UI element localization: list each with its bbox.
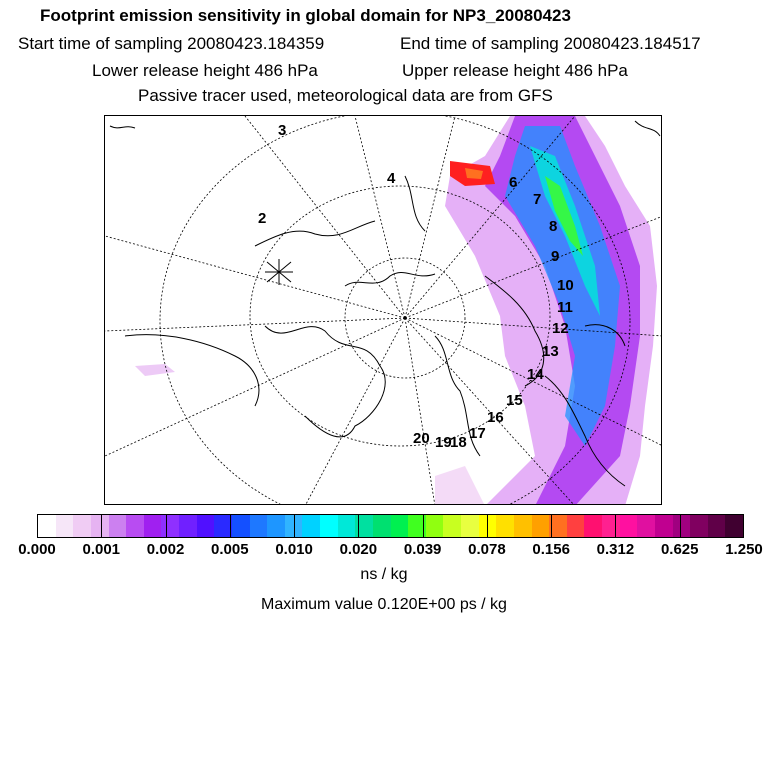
maximum-value: Maximum value 0.120E+00 ps / kg	[261, 596, 507, 613]
colorbar-tick-label: 0.625	[660, 541, 699, 558]
colorbar-segment	[109, 515, 127, 537]
colorbar-segment	[620, 515, 638, 537]
colorbar-segment	[602, 515, 620, 537]
colorbar-tick-label: 0.005	[211, 541, 249, 558]
colorbar-segment	[673, 515, 691, 537]
colorbar-tick	[166, 515, 167, 537]
colorbar-tick-label: 0.039	[403, 541, 442, 558]
colorbar-segment	[232, 515, 250, 537]
colorbar-tick-label: 0.078	[468, 541, 506, 558]
colorbar-tick-label: 0.010	[275, 541, 313, 558]
colorbar-segment	[91, 515, 109, 537]
trajectory-label: 13	[542, 343, 559, 360]
colorbar-tick	[615, 515, 616, 537]
colorbar	[37, 514, 744, 538]
colorbar-tick	[358, 515, 359, 537]
trajectory-label: 3	[278, 122, 287, 139]
polar-stereographic-map	[104, 115, 662, 505]
colorbar-segment	[426, 515, 444, 537]
colorbar-segment	[267, 515, 285, 537]
colorbar-tick	[423, 515, 424, 537]
colorbar-tick	[680, 515, 681, 537]
colorbar-tick-label: 0.000	[18, 541, 56, 558]
colorbar-segment	[567, 515, 585, 537]
trajectory-label: 4	[387, 170, 396, 187]
colorbar-tick	[551, 515, 552, 537]
colorbar-segment	[373, 515, 391, 537]
trajectory-label: 16	[487, 409, 504, 426]
colorbar-tick	[294, 515, 295, 537]
colorbar-tick-label: 0.020	[339, 541, 378, 558]
map-graphics	[105, 116, 662, 505]
colorbar-segment	[126, 515, 144, 537]
trajectory-label: 14	[527, 366, 544, 383]
colorbar-segment	[532, 515, 550, 537]
trajectory-label: 18	[450, 434, 467, 451]
colorbar-tick	[487, 515, 488, 537]
trajectory-label: 19	[435, 434, 452, 451]
colorbar-segment	[391, 515, 409, 537]
release-heights	[92, 61, 768, 81]
colorbar-segment	[38, 515, 56, 537]
colorbar-segment	[144, 515, 162, 537]
colorbar-tick-label: 0.001	[82, 541, 121, 558]
colorbar-segment	[461, 515, 479, 537]
colorbar-tick-label: 0.312	[596, 541, 635, 558]
colorbar-segment	[725, 515, 743, 537]
trajectory-label: 8	[549, 218, 558, 235]
colorbar-tick-label: 0.156	[532, 541, 570, 558]
trajectory-label: 17	[469, 425, 486, 442]
colorbar-segment	[161, 515, 179, 537]
colorbar-tick-label: 0.002	[146, 541, 185, 558]
trajectory-label: 11	[557, 299, 573, 316]
colorbar-segment	[320, 515, 338, 537]
colorbar-segment	[73, 515, 91, 537]
colorbar-segment	[443, 515, 461, 537]
trajectory-label: 12	[552, 320, 569, 337]
colorbar-segment	[514, 515, 532, 537]
trajectory-label: 2	[258, 210, 267, 227]
plot-title: Footprint emission sensitivity in global domain for NP3_20080423	[40, 6, 571, 25]
colorbar-segment	[197, 515, 215, 537]
colorbar-units: ns / kg	[360, 566, 408, 583]
end-time: End time of sampling 20080423.184517	[400, 34, 701, 53]
colorbar-segment	[302, 515, 320, 537]
colorbar-segment	[56, 515, 74, 537]
trajectory-label: 10	[557, 277, 574, 294]
emission-plume	[135, 116, 657, 505]
colorbar-segment	[708, 515, 726, 537]
trajectory-label: 20	[413, 430, 430, 447]
lower-release-height: Lower release height 486 hPa	[92, 61, 318, 80]
upper-release-height: Upper release height 486 hPa	[402, 61, 628, 80]
colorbar-segment	[338, 515, 356, 537]
colorbar-segment	[637, 515, 655, 537]
trajectory-label: 7	[533, 191, 542, 208]
colorbar-segment	[179, 515, 197, 537]
colorbar-segment	[496, 515, 514, 537]
trajectory-label: 9	[551, 248, 560, 265]
colorbar-segment	[584, 515, 602, 537]
colorbar-segment	[655, 515, 673, 537]
colorbar-tick	[101, 515, 102, 537]
sampling-times	[18, 34, 768, 54]
trajectory-label: 15	[506, 392, 523, 409]
trajectory-label: 6	[509, 174, 518, 191]
colorbar-tick	[230, 515, 231, 537]
tracer-info: Passive tracer used, meteorological data are from GFS	[138, 86, 553, 105]
colorbar-segment	[250, 515, 268, 537]
colorbar-segment	[690, 515, 708, 537]
colorbar-tick-label: 1.250	[725, 541, 763, 558]
start-time: Start time of sampling 20080423.184359	[18, 34, 325, 53]
